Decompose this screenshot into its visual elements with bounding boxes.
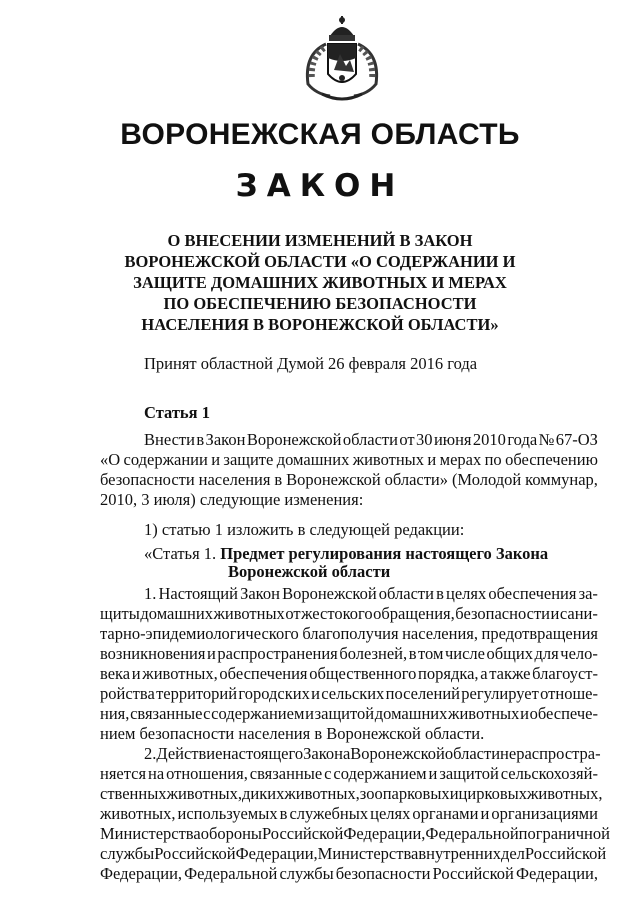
new-article-heading [144,544,548,564]
text-line: Министерства обороны Российской Федерации, Федеральной пограничной [100,824,610,843]
law-title-line: ЗАЩИТЕ ДОМАШНИХ ЖИВОТНЫХ И МЕРАХ [133,273,507,292]
paragraph-1 [100,584,598,744]
text-line: нием безопасности населения в Воронежской области. [100,724,485,743]
text-line: 1. Настоящий Закон Воронежской области в целях обеспечения за- [144,584,598,603]
text-line: безопасности населения в Воронежской области» (Молодой коммунар, [100,470,598,489]
new-article-prefix: «Статья 1. [144,544,217,563]
new-article-title: Предмет регулирования настоящего Закона [220,544,549,563]
new-article-title-cont: Воронежской области [228,562,391,581]
text-line: 2. Действие настоящего Закона Воронежской области не распростра- [144,744,601,763]
text-line: щиты домашних животных от жестокого обращения, безопасности и сани- [100,604,598,623]
coat-of-arms-emblem [296,14,388,102]
law-title-line: НАСЕЛЕНИЯ В ВОРОНЕЖСКОЙ ОБЛАСТИ» [141,315,499,334]
amendment-item-1: 1) статью 1 изложить в следующей редакции: [144,520,465,539]
law-title [0,230,640,335]
document-type: ЗАКОН [235,168,405,204]
text-line: «О содержании и защите домашних животных и мерах по обеспечению [100,450,598,469]
text-line: тарно-эпидемиологического благополучия населения, предотвращения [100,624,598,643]
text-line: службы Российской Федерации, Министерства внутренних дел Российской [100,844,607,863]
text-line: животных, используемых в служебных целях органами и организациями [100,804,598,823]
text-line: ния, связанные с содержанием и защитой домашних животных и обеспече- [100,704,598,723]
text-line: ройства территорий городских и сельских поселений регулирует отноше- [100,684,598,703]
article-heading: Статья 1 [144,403,210,422]
paragraph-2 [100,744,610,884]
text-line: века и животных, обеспечения общественного порядка, а также благоуст- [100,664,598,683]
article-intro [100,430,598,510]
law-title-line: ВОРОНЕЖСКОЙ ОБЛАСТИ «О СОДЕРЖАНИИ И [124,252,516,271]
text-line: возникновения и распространения болезней, в том числе общих для чело- [100,644,598,663]
text-line: Внести в Закон Воронежской области от 30 июня 2010 года № 67-ОЗ [144,430,598,449]
adoption-date: Принят областной Думой 26 февраля 2016 года [144,354,478,373]
law-title-line: ПО ОБЕСПЕЧЕНИЮ БЕЗОПАСНОСТИ [163,294,477,313]
text-line: Федерации, Федеральной службы безопасности Российской Федерации, [100,864,598,883]
text-line: няется на отношения, связанные с содержанием и защитой сельскохозяй- [100,764,598,783]
region-name: ВОРОНЕЖСКАЯ ОБЛАСТЬ [120,118,520,151]
law-title-line: О ВНЕСЕНИИ ИЗМЕНЕНИЙ В ЗАКОН [167,231,473,250]
text-line: 2010, 3 июля) следующие изменения: [100,490,364,509]
text-line: ственных животных, диких животных, зоопарковых и цирковых животных, [100,784,603,803]
